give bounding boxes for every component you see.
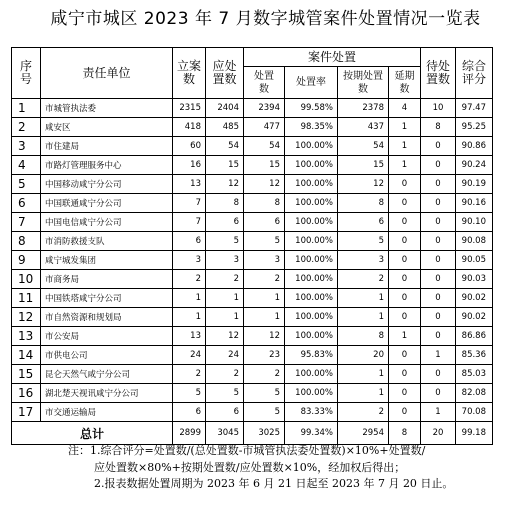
cell-ontime: 54 [338, 137, 389, 156]
cell-ontime: 8 [338, 327, 389, 346]
table-row [12, 175, 493, 194]
header-case-group: 案件处置 [244, 48, 421, 67]
header-filed: 立案数 [173, 48, 206, 99]
header-rate: 处置率 [285, 67, 338, 99]
header-ontime: 按期处置数 [338, 67, 389, 99]
header-score: 综合评分 [456, 48, 493, 99]
table-row [12, 137, 493, 156]
cell-delay: 0 [389, 403, 421, 422]
cell-seq: 16 [12, 384, 41, 403]
cell-should: 8 [206, 194, 244, 213]
total-handled: 3025 [244, 422, 285, 445]
cell-filed: 13 [173, 175, 206, 194]
cell-ontime: 3 [338, 251, 389, 270]
cell-handled: 23 [244, 346, 285, 365]
cell-pending: 0 [421, 270, 456, 289]
cell-seq: 6 [12, 194, 41, 213]
case-disposal-table [11, 47, 493, 445]
header-unit: 责任单位 [41, 48, 173, 99]
cell-filed: 2315 [173, 99, 206, 118]
cell-rate: 100.00% [285, 137, 338, 156]
cell-handled: 5 [244, 403, 285, 422]
cell-seq: 12 [12, 308, 41, 327]
page-title: 咸宁市城区 2023 年 7 月数字城管案件处置情况一览表 [50, 9, 481, 29]
cell-ontime: 1 [338, 308, 389, 327]
cell-seq: 14 [12, 346, 41, 365]
cell-score: 86.86 [456, 327, 493, 346]
cell-score: 95.25 [456, 118, 493, 137]
cell-seq: 17 [12, 403, 41, 422]
table-row [12, 365, 493, 384]
cell-should: 12 [206, 175, 244, 194]
cell-score: 90.86 [456, 137, 493, 156]
cell-filed: 7 [173, 194, 206, 213]
cell-score: 90.24 [456, 156, 493, 175]
cell-delay: 0 [389, 194, 421, 213]
cell-rate: 100.00% [285, 213, 338, 232]
cell-filed: 60 [173, 137, 206, 156]
cell-delay: 1 [389, 327, 421, 346]
cell-seq: 15 [12, 365, 41, 384]
cell-handled: 3 [244, 251, 285, 270]
note-line-3: 2.报表数据处置周期为 2023 年 6 月 21 日起至 2023 年 7 月 20 日止。 [94, 477, 454, 490]
cell-handled: 12 [244, 175, 285, 194]
cell-should: 2 [206, 365, 244, 384]
cell-filed: 3 [173, 251, 206, 270]
cell-seq: 10 [12, 270, 41, 289]
cell-seq: 1 [12, 99, 41, 118]
cell-seq: 13 [12, 327, 41, 346]
cell-ontime: 20 [338, 346, 389, 365]
table-row [12, 403, 493, 422]
cell-filed: 16 [173, 156, 206, 175]
cell-unit: 咸宁城发集团 [41, 251, 173, 270]
table-row [12, 346, 493, 365]
cell-unit: 中国联通咸宁分公司 [41, 194, 173, 213]
header-handled: 处置数 [244, 67, 285, 99]
cell-ontime: 8 [338, 194, 389, 213]
cell-pending: 0 [421, 156, 456, 175]
cell-pending: 0 [421, 137, 456, 156]
cell-should: 2404 [206, 99, 244, 118]
cell-handled: 2 [244, 270, 285, 289]
header-should: 应处置数 [206, 48, 244, 99]
cell-unit: 市供电公司 [41, 346, 173, 365]
cell-filed: 2 [173, 270, 206, 289]
cell-pending: 0 [421, 308, 456, 327]
cell-filed: 5 [173, 384, 206, 403]
header-delay: 延期数 [389, 67, 421, 99]
total-score: 99.18 [456, 422, 493, 445]
cell-score: 90.05 [456, 251, 493, 270]
cell-seq: 5 [12, 175, 41, 194]
cell-unit: 中国电信咸宁分公司 [41, 213, 173, 232]
total-label: 总计 [12, 422, 173, 445]
table-row [12, 270, 493, 289]
table-row [12, 194, 493, 213]
table-row [12, 156, 493, 175]
table-row [12, 232, 493, 251]
cell-delay: 0 [389, 232, 421, 251]
cell-filed: 1 [173, 289, 206, 308]
cell-filed: 6 [173, 403, 206, 422]
cell-should: 3 [206, 251, 244, 270]
cell-rate: 83.33% [285, 403, 338, 422]
cell-rate: 100.00% [285, 289, 338, 308]
cell-pending: 0 [421, 194, 456, 213]
cell-unit: 咸安区 [41, 118, 173, 137]
table-row [12, 251, 493, 270]
cell-rate: 100.00% [285, 365, 338, 384]
cell-handled: 8 [244, 194, 285, 213]
cell-score: 70.08 [456, 403, 493, 422]
cell-unit: 市城管执法委 [41, 99, 173, 118]
cell-pending: 0 [421, 232, 456, 251]
cell-should: 5 [206, 384, 244, 403]
table-row [12, 384, 493, 403]
cell-seq: 8 [12, 232, 41, 251]
cell-pending: 0 [421, 251, 456, 270]
cell-ontime: 1 [338, 289, 389, 308]
cell-filed: 6 [173, 232, 206, 251]
cell-handled: 2394 [244, 99, 285, 118]
cell-unit: 市住建局 [41, 137, 173, 156]
table-row [12, 327, 493, 346]
cell-pending: 0 [421, 289, 456, 308]
cell-rate: 100.00% [285, 194, 338, 213]
cell-score: 85.03 [456, 365, 493, 384]
cell-should: 54 [206, 137, 244, 156]
cell-seq: 11 [12, 289, 41, 308]
cell-should: 15 [206, 156, 244, 175]
cell-handled: 5 [244, 232, 285, 251]
cell-score: 82.08 [456, 384, 493, 403]
cell-score: 90.08 [456, 232, 493, 251]
cell-score: 85.36 [456, 346, 493, 365]
cell-should: 12 [206, 327, 244, 346]
cell-rate: 100.00% [285, 251, 338, 270]
table-row [12, 308, 493, 327]
cell-ontime: 2378 [338, 99, 389, 118]
cell-unit: 市商务局 [41, 270, 173, 289]
cell-pending: 1 [421, 346, 456, 365]
cell-handled: 6 [244, 213, 285, 232]
note-line-1: 注：1.综合评分=处置数/(总处置数-市城管执法委处置数)×10%+处置数/ [68, 444, 426, 457]
cell-ontime: 1 [338, 365, 389, 384]
cell-rate: 98.35% [285, 118, 338, 137]
cell-pending: 0 [421, 365, 456, 384]
cell-ontime: 15 [338, 156, 389, 175]
cell-rate: 100.00% [285, 384, 338, 403]
cell-filed: 24 [173, 346, 206, 365]
cell-unit: 市自然资源和规划局 [41, 308, 173, 327]
cell-score: 90.02 [456, 308, 493, 327]
cell-should: 2 [206, 270, 244, 289]
cell-should: 1 [206, 308, 244, 327]
cell-score: 90.02 [456, 289, 493, 308]
cell-pending: 0 [421, 175, 456, 194]
cell-delay: 0 [389, 251, 421, 270]
footnotes [0, 443, 531, 493]
cell-unit: 市交通运输局 [41, 403, 173, 422]
cell-unit: 市消防救援支队 [41, 232, 173, 251]
cell-ontime: 6 [338, 213, 389, 232]
cell-seq: 2 [12, 118, 41, 137]
cell-seq: 7 [12, 213, 41, 232]
cell-filed: 7 [173, 213, 206, 232]
cell-pending: 1 [421, 403, 456, 422]
total-row [12, 422, 493, 445]
cell-unit: 昆仑天然气咸宁分公司 [41, 365, 173, 384]
cell-rate: 99.58% [285, 99, 338, 118]
cell-rate: 100.00% [285, 308, 338, 327]
header-pending: 待处置数 [421, 48, 456, 99]
cell-should: 485 [206, 118, 244, 137]
cell-delay: 0 [389, 289, 421, 308]
total-filed: 2899 [173, 422, 206, 445]
total-rate: 99.34% [285, 422, 338, 445]
cell-delay: 0 [389, 270, 421, 289]
cell-filed: 2 [173, 365, 206, 384]
cell-score: 97.47 [456, 99, 493, 118]
cell-ontime: 1 [338, 384, 389, 403]
table-row [12, 213, 493, 232]
cell-unit: 市公安局 [41, 327, 173, 346]
cell-delay: 0 [389, 365, 421, 384]
cell-rate: 100.00% [285, 175, 338, 194]
cell-handled: 1 [244, 308, 285, 327]
total-should: 3045 [206, 422, 244, 445]
cell-ontime: 437 [338, 118, 389, 137]
cell-pending: 0 [421, 384, 456, 403]
cell-delay: 0 [389, 175, 421, 194]
cell-rate: 100.00% [285, 232, 338, 251]
cell-score: 90.03 [456, 270, 493, 289]
total-pending: 20 [421, 422, 456, 445]
cell-delay: 1 [389, 137, 421, 156]
cell-unit: 湖北楚天视讯咸宁分公司 [41, 384, 173, 403]
cell-handled: 1 [244, 289, 285, 308]
cell-should: 6 [206, 213, 244, 232]
table-row [12, 99, 493, 118]
cell-delay: 1 [389, 156, 421, 175]
cell-filed: 1 [173, 308, 206, 327]
cell-rate: 100.00% [285, 327, 338, 346]
cell-ontime: 5 [338, 232, 389, 251]
cell-filed: 13 [173, 327, 206, 346]
cell-delay: 0 [389, 308, 421, 327]
cell-unit: 中国铁塔咸宁分公司 [41, 289, 173, 308]
cell-pending: 8 [421, 118, 456, 137]
cell-handled: 12 [244, 327, 285, 346]
cell-delay: 0 [389, 213, 421, 232]
cell-seq: 9 [12, 251, 41, 270]
cell-pending: 0 [421, 213, 456, 232]
cell-handled: 15 [244, 156, 285, 175]
cell-ontime: 2 [338, 403, 389, 422]
cell-score: 90.10 [456, 213, 493, 232]
cell-unit: 市路灯管理服务中心 [41, 156, 173, 175]
cell-delay: 0 [389, 384, 421, 403]
cell-should: 24 [206, 346, 244, 365]
cell-should: 1 [206, 289, 244, 308]
cell-delay: 1 [389, 118, 421, 137]
cell-should: 6 [206, 403, 244, 422]
cell-ontime: 2 [338, 270, 389, 289]
cell-pending: 0 [421, 327, 456, 346]
cell-unit: 中国移动咸宁分公司 [41, 175, 173, 194]
table-row [12, 118, 493, 137]
header-seq: 序号 [12, 48, 41, 99]
cell-ontime: 12 [338, 175, 389, 194]
note-line-2: 应处置数×80%+按期处置数/应处置数×10%，经加权后得出； [94, 460, 406, 474]
cell-handled: 5 [244, 384, 285, 403]
total-delay: 8 [389, 422, 421, 445]
cell-rate: 100.00% [285, 156, 338, 175]
cell-delay: 4 [389, 99, 421, 118]
cell-delay: 0 [389, 346, 421, 365]
cell-filed: 418 [173, 118, 206, 137]
cell-pending: 10 [421, 99, 456, 118]
cell-score: 90.19 [456, 175, 493, 194]
table-row [12, 289, 493, 308]
cell-rate: 100.00% [285, 270, 338, 289]
cell-seq: 3 [12, 137, 41, 156]
cell-seq: 4 [12, 156, 41, 175]
cell-rate: 95.83% [285, 346, 338, 365]
cell-handled: 477 [244, 118, 285, 137]
cell-handled: 2 [244, 365, 285, 384]
cell-handled: 54 [244, 137, 285, 156]
cell-score: 90.16 [456, 194, 493, 213]
cell-should: 5 [206, 232, 244, 251]
total-ontime: 2954 [338, 422, 389, 445]
